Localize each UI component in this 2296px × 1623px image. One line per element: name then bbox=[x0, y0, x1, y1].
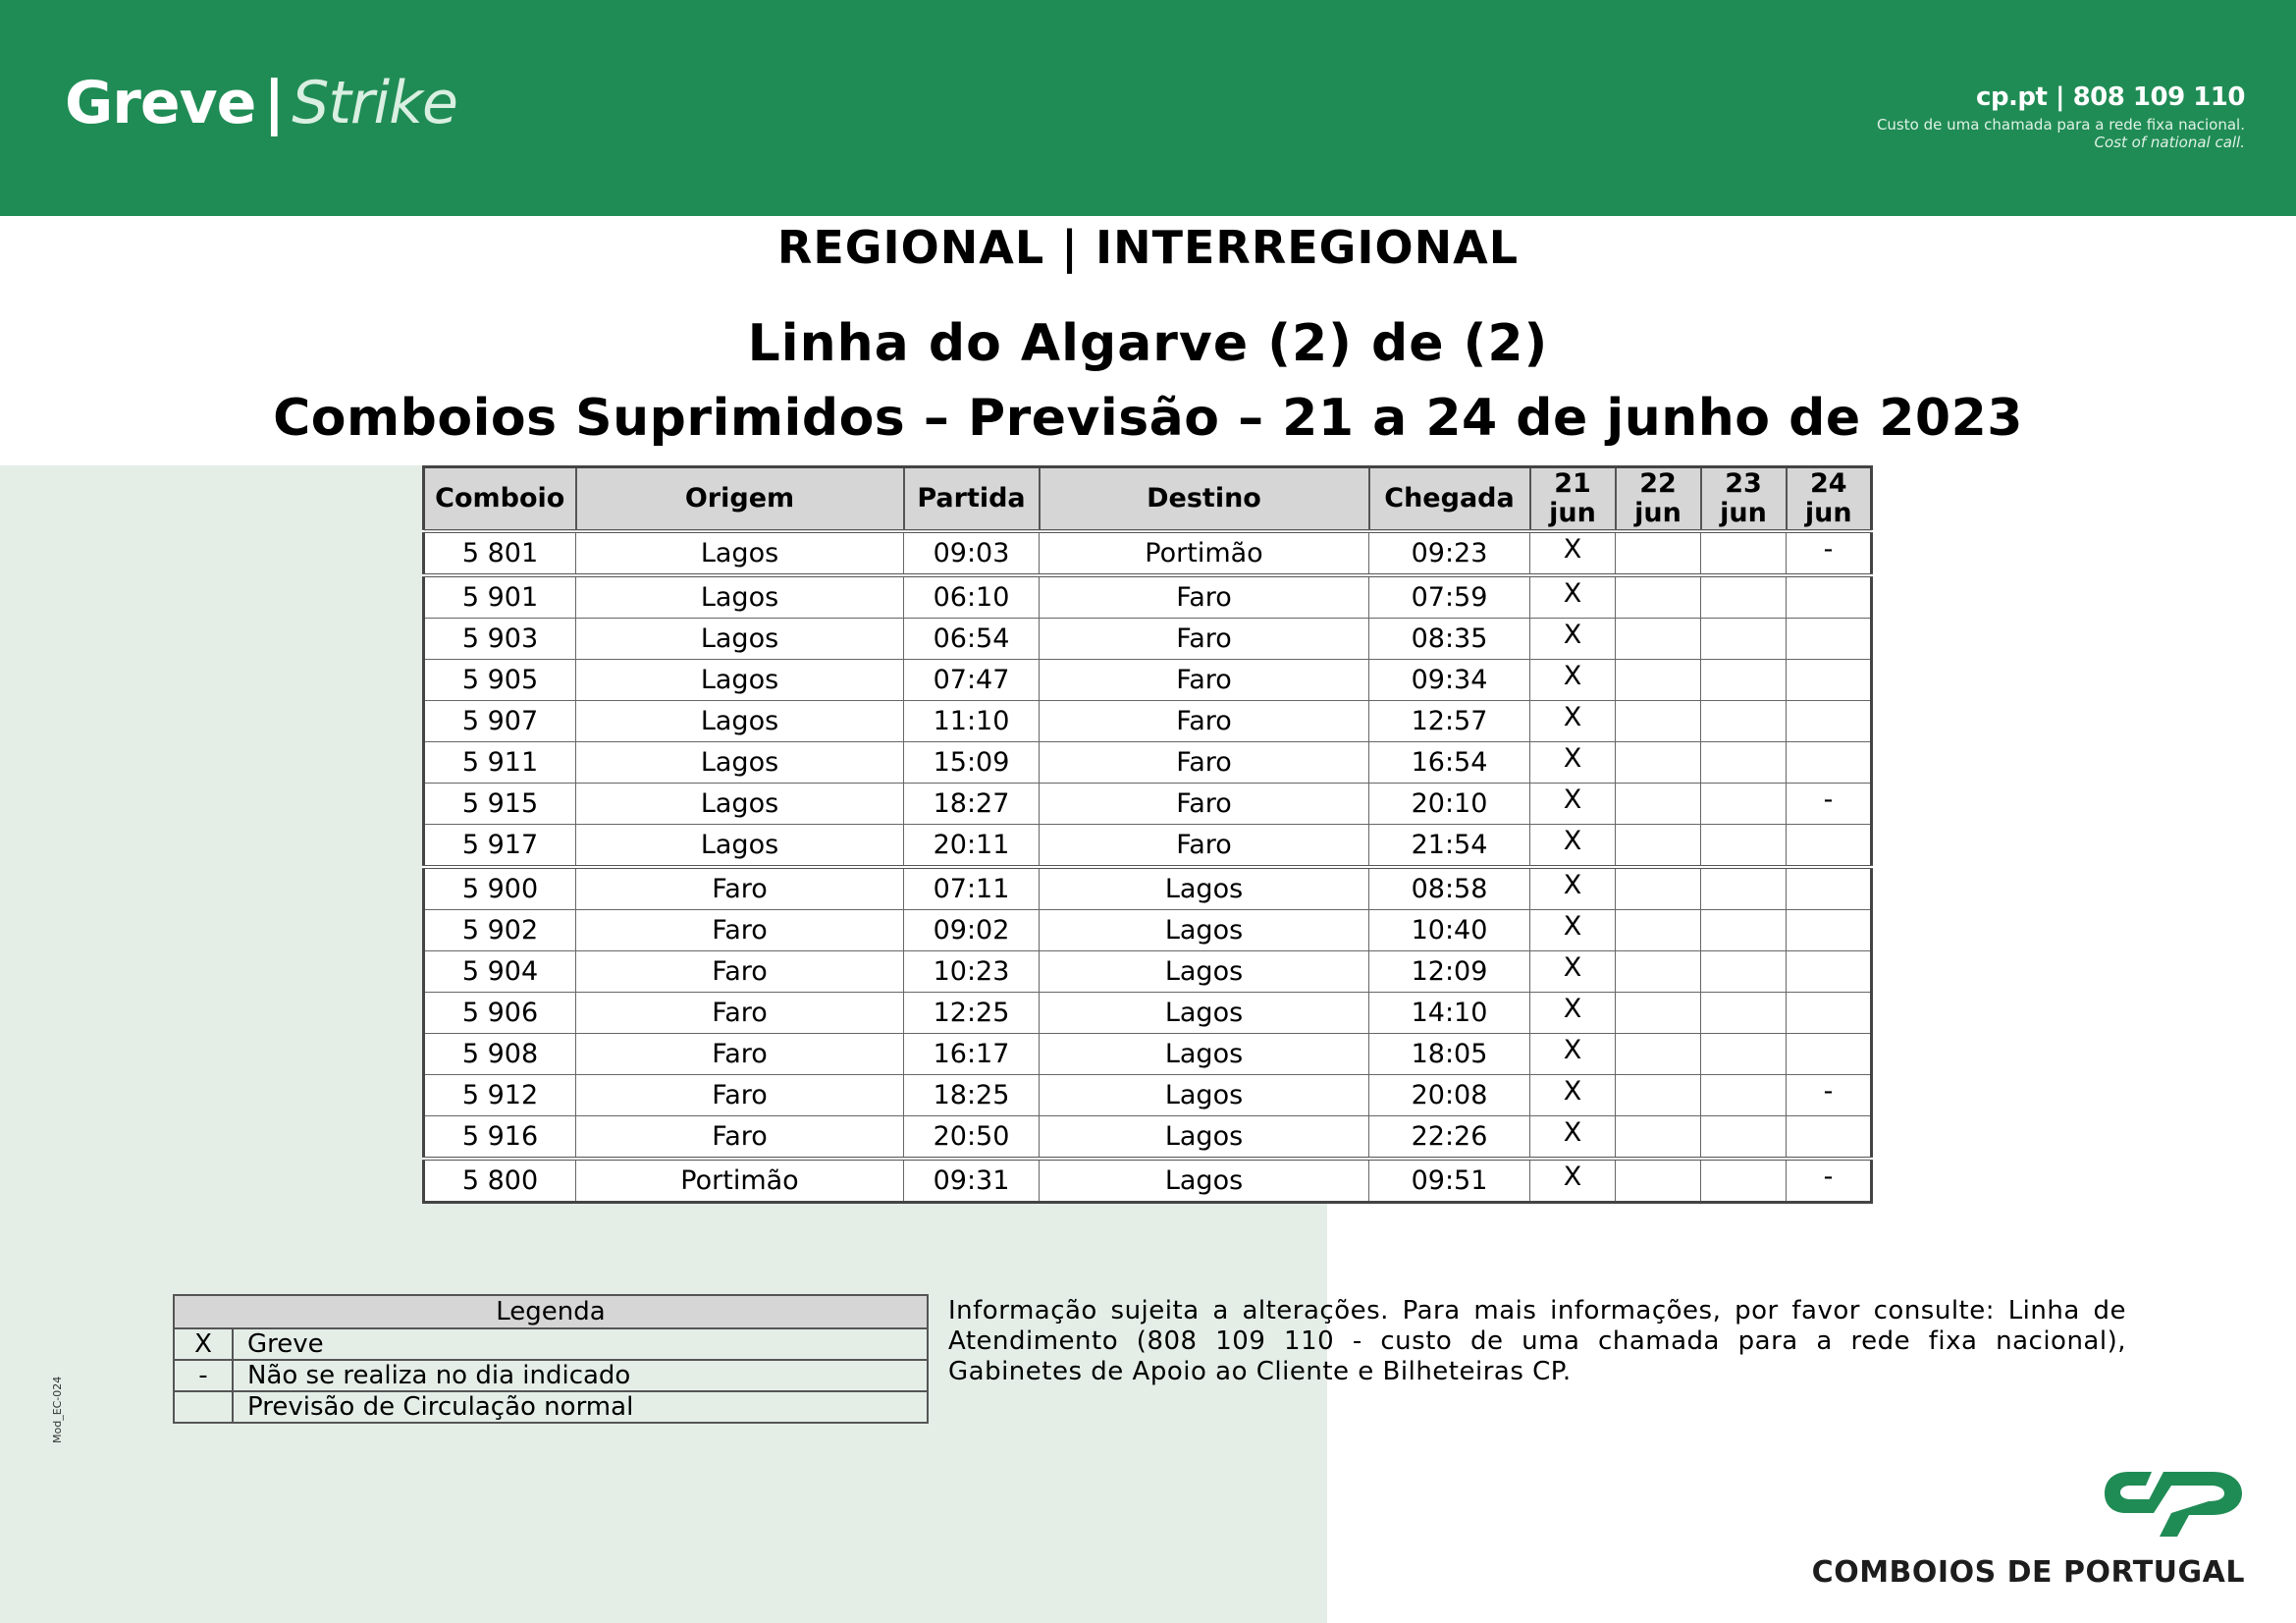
cell-chegada: 07:59 bbox=[1369, 575, 1530, 619]
legend-symbol: X bbox=[174, 1328, 233, 1360]
cell-destino: Lagos bbox=[1040, 951, 1369, 993]
brand-title bbox=[65, 69, 457, 137]
cell-origem: Lagos bbox=[576, 742, 904, 784]
cell-chegada: 14:10 bbox=[1369, 993, 1530, 1034]
legend-symbol bbox=[174, 1391, 233, 1423]
legend-text: Greve bbox=[233, 1328, 928, 1360]
cell-22-jun bbox=[1616, 951, 1701, 993]
cell-partida: 09:03 bbox=[904, 531, 1040, 575]
table-row bbox=[424, 575, 1872, 619]
cell-comboio: 5 904 bbox=[424, 951, 576, 993]
cell-comboio: 5 912 bbox=[424, 1075, 576, 1116]
cell-origem: Portimão bbox=[576, 1159, 904, 1203]
cell-22-jun bbox=[1616, 825, 1701, 868]
cell-23-jun bbox=[1701, 825, 1787, 868]
table-row bbox=[424, 1116, 1872, 1160]
cell-24-jun bbox=[1787, 951, 1872, 993]
col-header-destino: Destino bbox=[1040, 467, 1369, 532]
cell-22-jun bbox=[1616, 1159, 1701, 1203]
cell-21-jun: X bbox=[1530, 867, 1616, 910]
cell-21-jun: X bbox=[1530, 1116, 1616, 1160]
cell-22-jun bbox=[1616, 619, 1701, 660]
table-row bbox=[424, 784, 1872, 825]
cancelled-trains-table bbox=[422, 465, 1873, 1204]
cell-destino: Portimão bbox=[1040, 531, 1369, 575]
cell-origem: Lagos bbox=[576, 619, 904, 660]
legend-header-row bbox=[174, 1295, 928, 1328]
cell-22-jun bbox=[1616, 1075, 1701, 1116]
cell-21-jun: X bbox=[1530, 701, 1616, 742]
cell-destino: Lagos bbox=[1040, 1116, 1369, 1160]
cell-23-jun bbox=[1701, 619, 1787, 660]
contact-cost-en: Cost of national call. bbox=[2094, 134, 2245, 151]
cell-origem: Faro bbox=[576, 910, 904, 951]
cell-partida: 10:23 bbox=[904, 951, 1040, 993]
cp-logo-icon bbox=[2103, 1466, 2248, 1542]
col-header-partida: Partida bbox=[904, 467, 1040, 532]
legend-symbol: - bbox=[174, 1360, 233, 1391]
brand-separator: | bbox=[263, 69, 285, 137]
cell-24-jun: - bbox=[1787, 531, 1872, 575]
brand-greve: Greve bbox=[65, 69, 256, 137]
cell-partida: 07:11 bbox=[904, 867, 1040, 910]
cell-22-jun bbox=[1616, 867, 1701, 910]
cell-partida: 16:17 bbox=[904, 1034, 1040, 1075]
cell-24-jun: - bbox=[1787, 1159, 1872, 1203]
day-number: 23 bbox=[1725, 468, 1762, 499]
cell-comboio: 5 907 bbox=[424, 701, 576, 742]
cell-destino: Faro bbox=[1040, 701, 1369, 742]
table-row bbox=[424, 742, 1872, 784]
cell-destino: Faro bbox=[1040, 825, 1369, 868]
cell-chegada: 12:57 bbox=[1369, 701, 1530, 742]
cell-23-jun bbox=[1701, 575, 1787, 619]
cell-23-jun bbox=[1701, 531, 1787, 575]
cell-23-jun bbox=[1701, 742, 1787, 784]
cell-22-jun bbox=[1616, 784, 1701, 825]
cell-destino: Lagos bbox=[1040, 1159, 1369, 1203]
table-row bbox=[424, 1034, 1872, 1075]
cell-23-jun bbox=[1701, 660, 1787, 701]
legend-text: Não se realiza no dia indicado bbox=[233, 1360, 928, 1391]
cell-partida: 06:10 bbox=[904, 575, 1040, 619]
cell-23-jun bbox=[1701, 993, 1787, 1034]
col-header-23-jun bbox=[1701, 467, 1787, 532]
table-row bbox=[424, 660, 1872, 701]
cell-24-jun bbox=[1787, 993, 1872, 1034]
table-row bbox=[424, 825, 1872, 868]
cell-23-jun bbox=[1701, 951, 1787, 993]
cell-comboio: 5 916 bbox=[424, 1116, 576, 1160]
cell-comboio: 5 906 bbox=[424, 993, 576, 1034]
legend-row bbox=[174, 1360, 928, 1391]
day-month: jun bbox=[1634, 498, 1682, 528]
cell-chegada: 20:08 bbox=[1369, 1075, 1530, 1116]
cell-chegada: 20:10 bbox=[1369, 784, 1530, 825]
cell-chegada: 18:05 bbox=[1369, 1034, 1530, 1075]
cell-24-jun bbox=[1787, 660, 1872, 701]
cell-21-jun: X bbox=[1530, 825, 1616, 868]
cell-21-jun: X bbox=[1530, 619, 1616, 660]
cell-chegada: 16:54 bbox=[1369, 742, 1530, 784]
col-header-origem: Origem bbox=[576, 467, 904, 532]
cell-comboio: 5 903 bbox=[424, 619, 576, 660]
cell-destino: Faro bbox=[1040, 660, 1369, 701]
cell-21-jun: X bbox=[1530, 660, 1616, 701]
cell-23-jun bbox=[1701, 1034, 1787, 1075]
cell-comboio: 5 908 bbox=[424, 1034, 576, 1075]
table-row bbox=[424, 867, 1872, 910]
cell-partida: 18:25 bbox=[904, 1075, 1040, 1116]
cell-24-jun bbox=[1787, 867, 1872, 910]
cell-23-jun bbox=[1701, 1116, 1787, 1160]
cell-21-jun: X bbox=[1530, 1075, 1616, 1116]
table-row bbox=[424, 1075, 1872, 1116]
cell-destino: Lagos bbox=[1040, 867, 1369, 910]
cell-origem: Lagos bbox=[576, 575, 904, 619]
day-month: jun bbox=[1804, 498, 1852, 528]
table-row bbox=[424, 531, 1872, 575]
cell-partida: 11:10 bbox=[904, 701, 1040, 742]
cell-chegada: 08:35 bbox=[1369, 619, 1530, 660]
cell-origem: Faro bbox=[576, 867, 904, 910]
cell-23-jun bbox=[1701, 701, 1787, 742]
table-row bbox=[424, 1159, 1872, 1203]
cell-21-jun: X bbox=[1530, 951, 1616, 993]
cell-origem: Faro bbox=[576, 1034, 904, 1075]
cell-origem: Faro bbox=[576, 1075, 904, 1116]
table-header-row bbox=[424, 467, 1872, 532]
cell-comboio: 5 900 bbox=[424, 867, 576, 910]
cell-partida: 09:31 bbox=[904, 1159, 1040, 1203]
cell-partida: 06:54 bbox=[904, 619, 1040, 660]
cell-destino: Faro bbox=[1040, 575, 1369, 619]
model-code: Mod_EC-024 bbox=[51, 1376, 64, 1443]
cell-24-jun bbox=[1787, 1034, 1872, 1075]
table-row bbox=[424, 910, 1872, 951]
cell-21-jun: X bbox=[1530, 575, 1616, 619]
cell-origem: Lagos bbox=[576, 660, 904, 701]
cell-chegada: 09:23 bbox=[1369, 531, 1530, 575]
cell-chegada: 21:54 bbox=[1369, 825, 1530, 868]
cell-24-jun: - bbox=[1787, 784, 1872, 825]
cell-21-jun: X bbox=[1530, 993, 1616, 1034]
cell-22-jun bbox=[1616, 701, 1701, 742]
cell-destino: Lagos bbox=[1040, 1075, 1369, 1116]
cell-21-jun: X bbox=[1530, 742, 1616, 784]
cell-24-jun bbox=[1787, 910, 1872, 951]
col-header-22-jun bbox=[1616, 467, 1701, 532]
cell-21-jun: X bbox=[1530, 531, 1616, 575]
cell-destino: Lagos bbox=[1040, 993, 1369, 1034]
legend-text: Previsão de Circulação normal bbox=[233, 1391, 928, 1423]
table-row bbox=[424, 951, 1872, 993]
cell-partida: 15:09 bbox=[904, 742, 1040, 784]
cell-22-jun bbox=[1616, 1034, 1701, 1075]
brand-strike: Strike bbox=[292, 69, 457, 137]
cell-chegada: 12:09 bbox=[1369, 951, 1530, 993]
info-notice: Informação sujeita a alterações. Para mais informações, por favor consulte: Linha de Atendimento (808 109 110 - custo de uma chamada para a rede fixa nacional), Gabinetes de Apoio ao Cliente e Bilheteiras CP. bbox=[948, 1296, 2126, 1386]
cell-23-jun bbox=[1701, 867, 1787, 910]
legend-row bbox=[174, 1391, 928, 1423]
cell-comboio: 5 801 bbox=[424, 531, 576, 575]
cell-comboio: 5 915 bbox=[424, 784, 576, 825]
header-banner bbox=[0, 0, 2296, 216]
cell-destino: Faro bbox=[1040, 619, 1369, 660]
table-body bbox=[424, 531, 1872, 1203]
cell-chegada: 09:51 bbox=[1369, 1159, 1530, 1203]
cell-origem: Lagos bbox=[576, 531, 904, 575]
cell-24-jun bbox=[1787, 742, 1872, 784]
cell-24-jun bbox=[1787, 575, 1872, 619]
cell-24-jun bbox=[1787, 701, 1872, 742]
contact-phone[interactable]: cp.pt | 808 109 110 bbox=[1976, 82, 2245, 112]
cell-22-jun bbox=[1616, 910, 1701, 951]
cell-origem: Faro bbox=[576, 951, 904, 993]
col-header-chegada: Chegada bbox=[1369, 467, 1530, 532]
cell-chegada: 22:26 bbox=[1369, 1116, 1530, 1160]
day-number: 24 bbox=[1809, 468, 1847, 499]
table-row bbox=[424, 993, 1872, 1034]
service-type-title: REGIONAL | INTERREGIONAL bbox=[776, 221, 1520, 274]
cell-destino: Lagos bbox=[1040, 910, 1369, 951]
legend-title: Legenda bbox=[174, 1295, 928, 1328]
cell-22-jun bbox=[1616, 993, 1701, 1034]
contact-cost-pt: Custo de uma chamada para a rede fixa nacional. bbox=[1876, 116, 2245, 134]
contact-block bbox=[1877, 82, 2245, 151]
cell-23-jun bbox=[1701, 910, 1787, 951]
cell-24-jun bbox=[1787, 619, 1872, 660]
col-header-comboio: Comboio bbox=[424, 467, 576, 532]
cell-comboio: 5 901 bbox=[424, 575, 576, 619]
cell-destino: Lagos bbox=[1040, 1034, 1369, 1075]
cell-origem: Faro bbox=[576, 993, 904, 1034]
cell-partida: 20:50 bbox=[904, 1116, 1040, 1160]
cell-destino: Faro bbox=[1040, 742, 1369, 784]
cell-24-jun bbox=[1787, 825, 1872, 868]
cell-21-jun: X bbox=[1530, 1159, 1616, 1203]
cell-comboio: 5 905 bbox=[424, 660, 576, 701]
cell-partida: 09:02 bbox=[904, 910, 1040, 951]
cell-origem: Faro bbox=[576, 1116, 904, 1160]
table-row bbox=[424, 701, 1872, 742]
cell-destino: Faro bbox=[1040, 784, 1369, 825]
cell-partida: 20:11 bbox=[904, 825, 1040, 868]
cell-21-jun: X bbox=[1530, 910, 1616, 951]
cell-comboio: 5 917 bbox=[424, 825, 576, 868]
day-number: 21 bbox=[1554, 468, 1591, 499]
cell-partida: 07:47 bbox=[904, 660, 1040, 701]
cell-21-jun: X bbox=[1530, 1034, 1616, 1075]
cell-origem: Lagos bbox=[576, 825, 904, 868]
cell-origem: Lagos bbox=[576, 784, 904, 825]
cell-21-jun: X bbox=[1530, 784, 1616, 825]
company-name: COMBOIOS DE PORTUGAL bbox=[1811, 1555, 2245, 1590]
cell-partida: 18:27 bbox=[904, 784, 1040, 825]
col-header-24-jun bbox=[1787, 467, 1872, 532]
cell-23-jun bbox=[1701, 784, 1787, 825]
day-number: 22 bbox=[1639, 468, 1677, 499]
cell-origem: Lagos bbox=[576, 701, 904, 742]
cell-23-jun bbox=[1701, 1075, 1787, 1116]
cell-comboio: 5 902 bbox=[424, 910, 576, 951]
cell-partida: 12:25 bbox=[904, 993, 1040, 1034]
day-month: jun bbox=[1549, 498, 1596, 528]
cell-22-jun bbox=[1616, 531, 1701, 575]
cell-comboio: 5 800 bbox=[424, 1159, 576, 1203]
cell-chegada: 08:58 bbox=[1369, 867, 1530, 910]
cell-chegada: 10:40 bbox=[1369, 910, 1530, 951]
line-title: Linha do Algarve (2) de (2) bbox=[747, 314, 1549, 373]
cell-comboio: 5 911 bbox=[424, 742, 576, 784]
day-month: jun bbox=[1720, 498, 1767, 528]
col-header-21-jun bbox=[1530, 467, 1616, 532]
cell-22-jun bbox=[1616, 742, 1701, 784]
legend-row bbox=[174, 1328, 928, 1360]
cell-22-jun bbox=[1616, 660, 1701, 701]
cell-22-jun bbox=[1616, 1116, 1701, 1160]
cell-22-jun bbox=[1616, 575, 1701, 619]
legend-table bbox=[173, 1294, 929, 1424]
cell-24-jun bbox=[1787, 1116, 1872, 1160]
cell-chegada: 09:34 bbox=[1369, 660, 1530, 701]
cell-24-jun: - bbox=[1787, 1075, 1872, 1116]
cell-23-jun bbox=[1701, 1159, 1787, 1203]
cancelled-trains-title: Comboios Suprimidos – Previsão – 21 a 24 de junho de 2023 bbox=[273, 389, 2023, 448]
table-row bbox=[424, 619, 1872, 660]
